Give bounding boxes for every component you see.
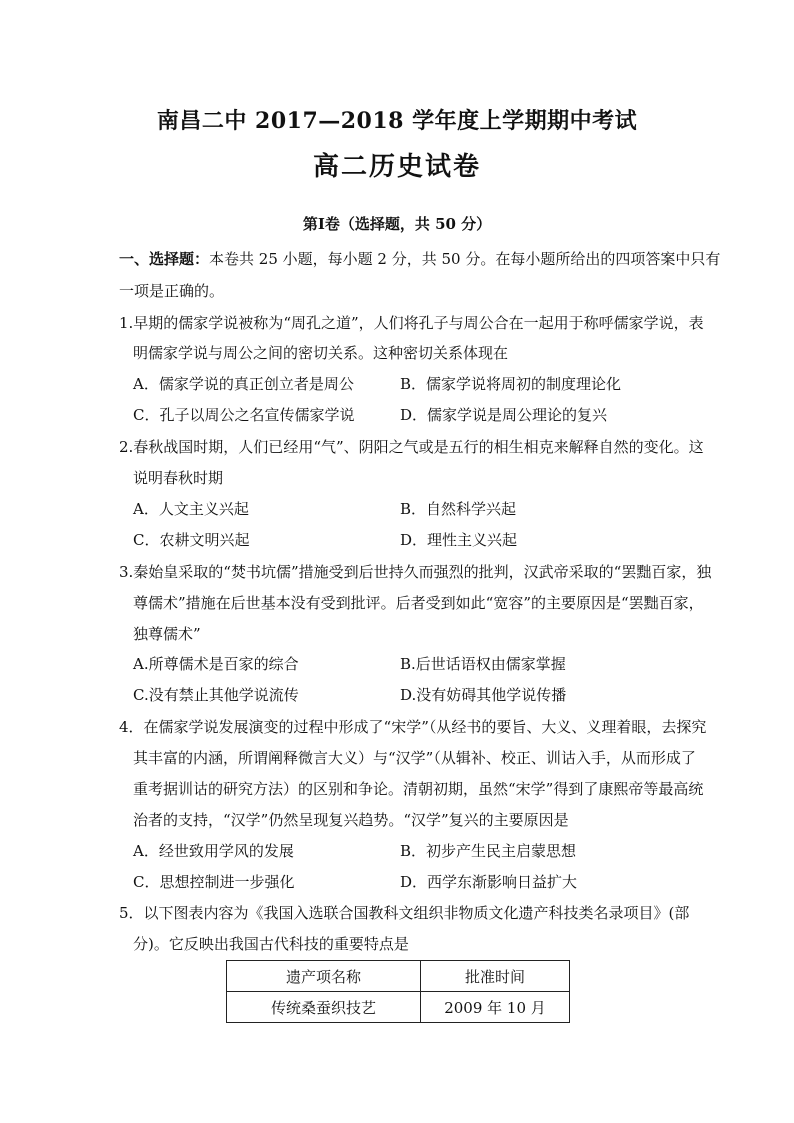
intro-label: 一、选择题： [119, 250, 210, 268]
q3-option-b: B.后世话语权由儒家掌握 [400, 655, 566, 673]
q4-option-a: A．经世致用学风的发展 [133, 842, 294, 860]
q5-line-1: 5．以下图表内容为《我国入选联合国教科文组织非物质文化遗产科技类名录项目》(部 [119, 904, 690, 922]
table-cell-name: 传统桑蚕织技艺 [227, 992, 421, 1023]
q3-line-2: 尊儒术”措施在后世基本没有受到批评。后者受到如此“宽容”的主要原因是“罢黜百家， [133, 594, 704, 612]
q1-option-c: C．孔子以周公之名宣传儒家学说 [133, 406, 355, 424]
heritage-table [226, 960, 570, 1023]
q2-option-d: D．理性主义兴起 [400, 531, 518, 549]
exam-title: 南昌二中 2017—2018 学年度上学期期中考试 [156, 108, 638, 134]
q3-option-a: A.所尊儒术是百家的综合 [133, 655, 299, 673]
q5-line-2: 分)。它反映出我国古代科技的重要特点是 [133, 935, 409, 953]
q2-option-b: B．自然科学兴起 [400, 500, 517, 518]
table-header-date: 批准时间 [421, 961, 570, 992]
intro-text: 本卷共 25 小题，每小题 2 分，共 50 分。在每小题所给出的四项答案中只有 [209, 250, 721, 268]
q4-line-3: 重考据训诂的研究方法）的区别和争论。清朝初期，虽然“宋学”得到了康熙帝等最高统 [133, 780, 704, 798]
table-row [227, 992, 570, 1023]
q1-line-1: 1.早期的儒家学说被称为“周孔之道”，人们将孔子与周公合在一起用于称呼儒家学说，表 [119, 314, 704, 332]
table-header-name: 遗产项名称 [227, 961, 421, 992]
q3-option-d: D.没有妨碍其他学说传播 [400, 686, 567, 704]
q2-line-1: 2.春秋战国时期，人们已经用“气”、阴阳之气或是五行的相生相克来解释自然的变化。这 [119, 438, 704, 456]
q2-option-a: A．人文主义兴起 [133, 500, 249, 518]
intro-line-1 [119, 249, 721, 269]
q1-option-a: A．儒家学说的真正创立者是周公 [133, 375, 354, 393]
intro-line-2: 一项是正确的。 [119, 282, 225, 300]
table-header-row [227, 961, 570, 992]
exam-subtitle: 高二历史试卷 [312, 152, 481, 182]
q4-option-d: D．西学东渐影响日益扩大 [400, 873, 578, 891]
q2-option-c: C．农耕文明兴起 [133, 531, 250, 549]
q4-option-c: C．思想控制进一步强化 [133, 873, 295, 891]
table-cell-date: 2009 年 10 月 [421, 992, 570, 1023]
q1-line-2: 明儒家学说与周公之间的密切关系。这种密切关系体现在 [133, 344, 509, 362]
q4-line-4: 治者的支持，“汉学”仍然呈现复兴趋势。“汉学”复兴的主要原因是 [133, 811, 569, 829]
q3-line-3: 独尊儒术” [133, 625, 201, 643]
q4-line-2: 其丰富的内涵，所谓阐释微言大义）与“汉学”（从辑补、校正、训诂入手，从而形成了 [133, 749, 696, 767]
q1-option-d: D．儒家学说是周公理论的复兴 [400, 406, 608, 424]
q4-option-b: B．初步产生民主启蒙思想 [400, 842, 577, 860]
q4-line-1: 4．在儒家学说发展演变的过程中形成了“宋学”（从经书的要旨、大义、义理着眼，去探究 [119, 718, 707, 736]
q1-option-b: B．儒家学说将周初的制度理论化 [400, 375, 622, 393]
q2-line-2: 说明春秋时期 [133, 469, 224, 487]
q3-line-1: 3.秦始皇采取的“焚书坑儒”措施受到后世持久而强烈的批判，汉武帝采取的“罢黜百家，独 [119, 563, 712, 581]
q3-option-c: C.没有禁止其他学说流传 [133, 686, 299, 704]
section-heading: 第Ⅰ卷（选择题，共 50 分） [302, 215, 492, 233]
